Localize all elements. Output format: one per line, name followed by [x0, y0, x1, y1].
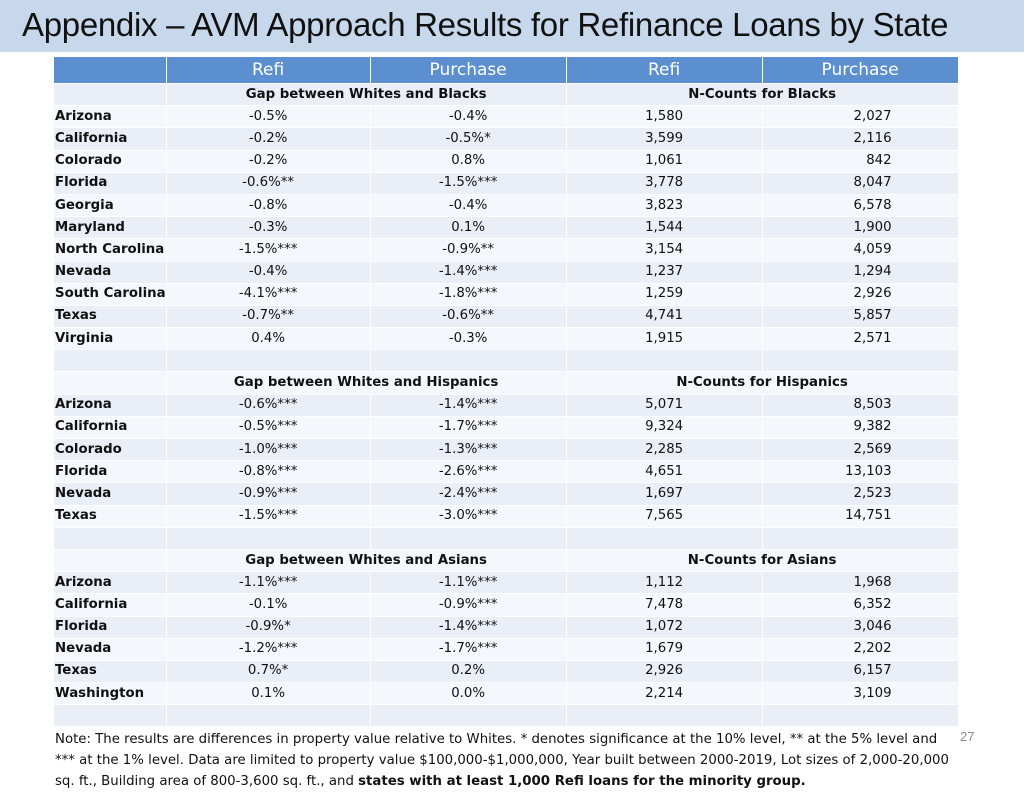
gap-refi-value: -1.5%***: [166, 505, 370, 527]
n-purchase-value: 5,857: [762, 305, 958, 327]
n-purchase-value: 1,968: [762, 572, 958, 594]
gap-refi-value: -0.1%: [166, 594, 370, 616]
n-refi-value: 4,651: [566, 461, 762, 483]
empty-cell: [54, 527, 167, 549]
gap-refi-value: 0.4%: [166, 328, 370, 350]
gap-purchase-value: -1.3%***: [370, 439, 566, 461]
state-name: Florida: [54, 616, 167, 638]
gap-purchase-value: 0.2%: [370, 660, 566, 682]
n-refi-value: 5,071: [566, 394, 762, 416]
empty-cell: [54, 372, 167, 394]
gap-refi-value: -0.5%***: [166, 416, 370, 438]
section-subheader-row: [54, 372, 959, 394]
table-row: [54, 217, 959, 239]
blank-spacer-row: [54, 705, 959, 727]
blank-spacer-row: [54, 527, 959, 549]
header-gap-purchase: Purchase: [370, 57, 566, 84]
gap-purchase-value: -1.7%***: [370, 416, 566, 438]
n-purchase-value: 8,047: [762, 172, 958, 194]
table-row: [54, 616, 959, 638]
n-refi-value: 2,926: [566, 660, 762, 682]
gap-purchase-value: -0.6%**: [370, 305, 566, 327]
n-purchase-value: 1,294: [762, 261, 958, 283]
empty-cell: [566, 527, 762, 549]
table-row: [54, 172, 959, 194]
n-purchase-value: 2,926: [762, 283, 958, 305]
gap-refi-value: 0.1%: [166, 683, 370, 705]
gap-purchase-value: -1.4%***: [370, 261, 566, 283]
state-name: Nevada: [54, 483, 167, 505]
empty-cell: [166, 350, 370, 372]
state-name: Arizona: [54, 572, 167, 594]
n-refi-value: 3,778: [566, 172, 762, 194]
header-count-refi: Refi: [566, 57, 762, 84]
n-purchase-value: 2,116: [762, 128, 958, 150]
n-purchase-value: 2,202: [762, 638, 958, 660]
empty-cell: [370, 350, 566, 372]
table-row: [54, 660, 959, 682]
n-purchase-value: 2,571: [762, 328, 958, 350]
count-section-label: N-Counts for Blacks: [566, 84, 958, 106]
n-purchase-value: 2,027: [762, 106, 958, 128]
n-purchase-value: 2,569: [762, 439, 958, 461]
n-purchase-value: 842: [762, 150, 958, 172]
n-refi-value: 1,915: [566, 328, 762, 350]
gap-section-label: Gap between Whites and Blacks: [166, 84, 566, 106]
state-name: California: [54, 416, 167, 438]
gap-refi-value: -0.2%: [166, 128, 370, 150]
n-purchase-value: 8,503: [762, 394, 958, 416]
gap-purchase-value: -1.4%***: [370, 394, 566, 416]
empty-cell: [370, 527, 566, 549]
n-refi-value: 1,259: [566, 283, 762, 305]
gap-purchase-value: -1.7%***: [370, 638, 566, 660]
gap-purchase-value: -1.8%***: [370, 283, 566, 305]
empty-cell: [566, 705, 762, 727]
gap-refi-value: -0.9%***: [166, 483, 370, 505]
count-section-label: N-Counts for Hispanics: [566, 372, 958, 394]
n-refi-value: 9,324: [566, 416, 762, 438]
gap-refi-value: 0.7%*: [166, 660, 370, 682]
table-row: [54, 283, 959, 305]
empty-cell: [54, 84, 167, 106]
n-purchase-value: 4,059: [762, 239, 958, 261]
note-bold-text: states with at least 1,000 Refi loans for the minority group.: [358, 774, 806, 790]
state-name: North Carolina: [54, 239, 167, 261]
empty-cell: [54, 705, 167, 727]
gap-refi-value: -0.7%**: [166, 305, 370, 327]
table-row: [54, 328, 959, 350]
n-refi-value: 1,679: [566, 638, 762, 660]
table-row: [54, 394, 959, 416]
gap-purchase-value: -1.5%***: [370, 172, 566, 194]
header-corner: [54, 57, 167, 84]
empty-cell: [166, 705, 370, 727]
empty-cell: [166, 527, 370, 549]
gap-refi-value: -1.1%***: [166, 572, 370, 594]
gap-section-label: Gap between Whites and Hispanics: [166, 372, 566, 394]
table-row: [54, 683, 959, 705]
gap-refi-value: -0.8%***: [166, 461, 370, 483]
n-refi-value: 1,697: [566, 483, 762, 505]
n-refi-value: 3,823: [566, 194, 762, 216]
table-row: [54, 638, 959, 660]
state-name: Arizona: [54, 394, 167, 416]
gap-refi-value: -0.6%**: [166, 172, 370, 194]
n-purchase-value: 6,578: [762, 194, 958, 216]
n-refi-value: 1,112: [566, 572, 762, 594]
gap-purchase-value: -2.4%***: [370, 483, 566, 505]
gap-refi-value: -0.8%: [166, 194, 370, 216]
state-name: Colorado: [54, 150, 167, 172]
gap-purchase-value: -0.4%: [370, 194, 566, 216]
table-row: [54, 106, 959, 128]
n-purchase-value: 6,352: [762, 594, 958, 616]
gap-purchase-value: -1.4%***: [370, 616, 566, 638]
table-row: [54, 594, 959, 616]
gap-refi-value: -0.2%: [166, 150, 370, 172]
state-name: Nevada: [54, 261, 167, 283]
page-title: Appendix – AVM Approach Results for Refinance Loans by State: [22, 6, 949, 43]
state-name: Maryland: [54, 217, 167, 239]
n-refi-value: 7,565: [566, 505, 762, 527]
state-name: South Carolina: [54, 283, 167, 305]
n-purchase-value: 2,523: [762, 483, 958, 505]
state-name: Florida: [54, 172, 167, 194]
n-purchase-value: 14,751: [762, 505, 958, 527]
n-purchase-value: 9,382: [762, 416, 958, 438]
empty-cell: [370, 705, 566, 727]
gap-purchase-value: 0.1%: [370, 217, 566, 239]
state-name: Arizona: [54, 106, 167, 128]
gap-purchase-value: -1.1%***: [370, 572, 566, 594]
gap-refi-value: -0.5%: [166, 106, 370, 128]
n-refi-value: 1,061: [566, 150, 762, 172]
gap-purchase-value: 0.0%: [370, 683, 566, 705]
empty-cell: [54, 350, 167, 372]
header-count-purchase: Purchase: [762, 57, 958, 84]
table-row: [54, 150, 959, 172]
state-name: Texas: [54, 660, 167, 682]
page-number: 27: [960, 729, 975, 744]
table-row: [54, 505, 959, 527]
count-section-label: N-Counts for Asians: [566, 549, 958, 571]
n-refi-value: 1,072: [566, 616, 762, 638]
table-row: [54, 239, 959, 261]
state-name: Washington: [54, 683, 167, 705]
header-gap-refi: Refi: [166, 57, 370, 84]
state-name: Texas: [54, 305, 167, 327]
table-row: [54, 483, 959, 505]
n-refi-value: 2,214: [566, 683, 762, 705]
state-name: California: [54, 594, 167, 616]
gap-section-label: Gap between Whites and Asians: [166, 549, 566, 571]
n-purchase-value: 6,157: [762, 660, 958, 682]
gap-purchase-value: 0.8%: [370, 150, 566, 172]
note-row: [54, 727, 959, 795]
results-table: [53, 56, 959, 795]
table-row: [54, 439, 959, 461]
empty-cell: [762, 350, 958, 372]
table-row: [54, 461, 959, 483]
table-row: [54, 261, 959, 283]
table-row: [54, 194, 959, 216]
n-refi-value: 1,544: [566, 217, 762, 239]
gap-refi-value: -0.6%***: [166, 394, 370, 416]
gap-refi-value: -1.0%***: [166, 439, 370, 461]
state-name: California: [54, 128, 167, 150]
table-row: [54, 572, 959, 594]
gap-refi-value: -1.2%***: [166, 638, 370, 660]
n-refi-value: 1,237: [566, 261, 762, 283]
gap-purchase-value: -0.5%*: [370, 128, 566, 150]
n-purchase-value: 3,109: [762, 683, 958, 705]
n-refi-value: 2,285: [566, 439, 762, 461]
n-refi-value: 3,599: [566, 128, 762, 150]
table-row: [54, 416, 959, 438]
gap-refi-value: -0.3%: [166, 217, 370, 239]
gap-purchase-value: -0.9%***: [370, 594, 566, 616]
empty-cell: [762, 527, 958, 549]
blank-spacer-row: [54, 350, 959, 372]
n-purchase-value: 1,900: [762, 217, 958, 239]
section-subheader-row: [54, 549, 959, 571]
gap-purchase-value: -0.3%: [370, 328, 566, 350]
n-refi-value: 1,580: [566, 106, 762, 128]
n-refi-value: 3,154: [566, 239, 762, 261]
n-purchase-value: 13,103: [762, 461, 958, 483]
table-note: [54, 727, 959, 795]
state-name: Nevada: [54, 638, 167, 660]
results-table-body: [54, 57, 959, 795]
gap-purchase-value: -0.4%: [370, 106, 566, 128]
column-header-row: [54, 57, 959, 84]
state-name: Texas: [54, 505, 167, 527]
note-text: Note: The results are differences in property value relative to Whites. * denotes significance at the 10% level, ** at the 5% level and *** at the 1% level. Data are limited to property value $100,000-$1,000,000, Year built between 2000-2019, Lot sizes of 2,000-20,000 sq. ft., Building area of 800-3,600 sq. ft., and: [55, 732, 949, 790]
empty-cell: [762, 705, 958, 727]
gap-purchase-value: -0.9%**: [370, 239, 566, 261]
n-refi-value: 7,478: [566, 594, 762, 616]
state-name: Florida: [54, 461, 167, 483]
state-name: Georgia: [54, 194, 167, 216]
state-name: Virginia: [54, 328, 167, 350]
section-subheader-row: [54, 84, 959, 106]
state-name: Colorado: [54, 439, 167, 461]
empty-cell: [54, 549, 167, 571]
gap-refi-value: -1.5%***: [166, 239, 370, 261]
gap-refi-value: -4.1%***: [166, 283, 370, 305]
empty-cell: [566, 350, 762, 372]
n-refi-value: 4,741: [566, 305, 762, 327]
table-row: [54, 305, 959, 327]
gap-refi-value: -0.9%*: [166, 616, 370, 638]
gap-purchase-value: -3.0%***: [370, 505, 566, 527]
title-bar: [0, 0, 1024, 52]
gap-purchase-value: -2.6%***: [370, 461, 566, 483]
n-purchase-value: 3,046: [762, 616, 958, 638]
table-row: [54, 128, 959, 150]
gap-refi-value: -0.4%: [166, 261, 370, 283]
